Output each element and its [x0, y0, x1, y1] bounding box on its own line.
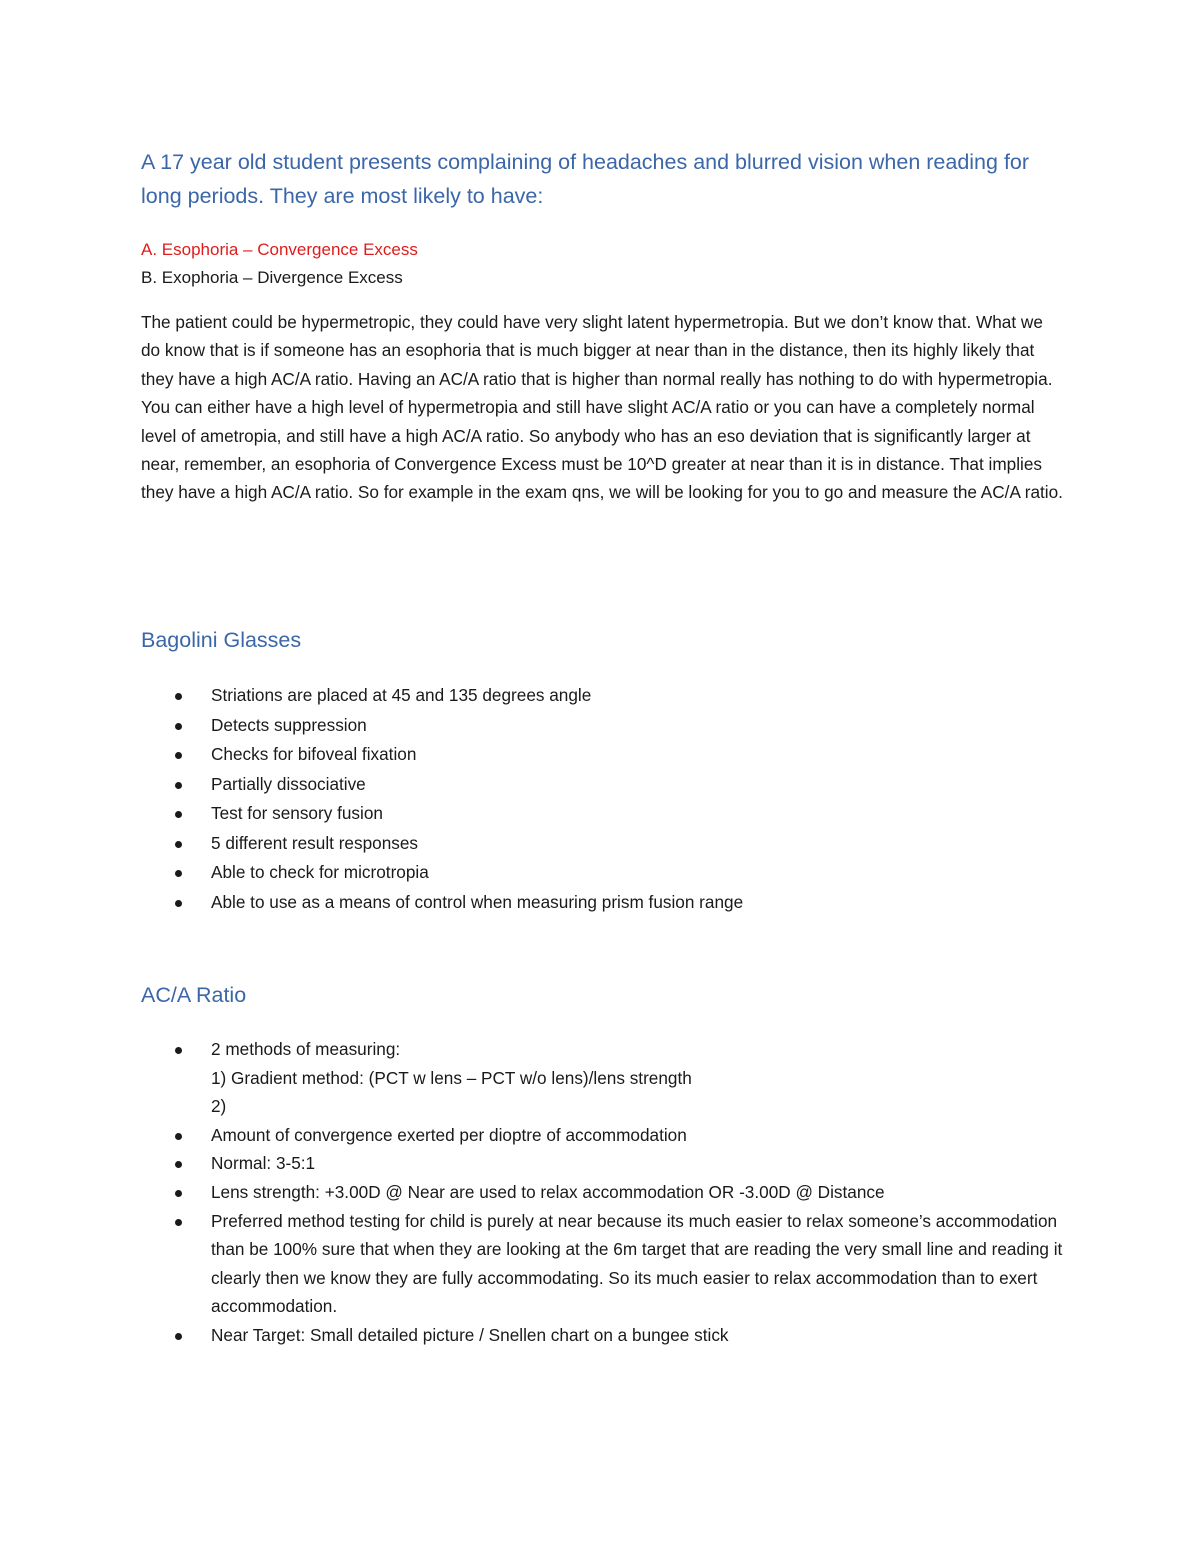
list-item [141, 1121, 1071, 1150]
bullet-icon [175, 1161, 182, 1168]
bagolini-heading: Bagolini Glasses [141, 628, 302, 652]
list-item [141, 1207, 1071, 1321]
bullet-icon [175, 811, 182, 818]
option-b: B. Exophoria – Divergence Excess [141, 268, 403, 287]
aca-ratio-heading: AC/A Ratio [141, 983, 247, 1007]
bullet-icon [175, 693, 182, 700]
bullet-icon [175, 1333, 182, 1340]
list-item-text: Near Target: Small detailed picture / Snellen chart on a bungee stick [211, 1324, 729, 1345]
gradient-method-line: 1) Gradient method: (PCT w lens – PCT w/o lens)/lens strength [211, 1067, 692, 1088]
list-item [141, 858, 1071, 888]
explanation-paragraph: The patient could be hypermetropic, they could have very slight latent hypermetropia. But we don’t know that. What we do know that is if someone has an esophoria that is much bigger at near than in the distance, then its highly likely that they have a high AC/A ratio. Having an AC/A ratio that is higher than normal really has nothing to do with hypermetropia. You can either have a high level of hypermetropia and still have slight AC/A ratio or you can have a completely normal level of ametropia, and still have a high AC/A ratio. So anybody who has an eso deviation that is significantly larger at near, remember, an esophoria of Convergence Excess must be 10^D greater at near than it is in distance. That implies they have a high AC/A ratio. So for example in the exam qns, we will be looking for you to go and measure the AC/A ratio. [141, 312, 1063, 503]
bullet-icon [175, 870, 182, 877]
second-method-line: 2) [211, 1096, 227, 1117]
bullet-icon [175, 723, 182, 730]
bullet-icon [175, 1133, 182, 1140]
methods-line: 2 methods of measuring: [211, 1039, 401, 1059]
list-item [141, 1321, 1071, 1350]
list-item-text: Lens strength: +3.00D @ Near are used to relax accommodation OR -3.00D @ Distance [211, 1181, 885, 1202]
list-item-text: Detects suppression [211, 714, 367, 735]
aca-list [141, 1035, 1071, 1350]
list-item-text: Amount of convergence exerted per dioptre of accommodation [211, 1124, 687, 1145]
question-text: A 17 year old student presents complaining of headaches and blurred vision when reading for long periods. They are most likely to have: [141, 150, 1030, 208]
list-item-text: Checks for bifoveal fixation [211, 744, 417, 764]
option-a-answer: A. Esophoria – Convergence Excess [141, 240, 418, 259]
list-item-text: Preferred method testing for child is purely at near because its much easier to relax someone’s accommodation than be 100% sure that when they are looking at the 6m target that are reading the very small line and reading it clearly then we know they are fully accommodating. So its much easier to relax accommodation than to exert accommodation. [211, 1210, 1063, 1317]
list-item-text: Striations are placed at 45 and 135 degrees angle [211, 685, 592, 705]
bullet-icon [175, 841, 182, 848]
list-item-text: Able to check for microtropia [211, 862, 429, 882]
bullet-icon [175, 752, 182, 759]
list-item-text: Test for sensory fusion [211, 803, 383, 823]
bullet-icon [175, 1047, 182, 1054]
list-item-text: Able to use as a means of control when measuring prism fusion range [211, 891, 744, 912]
list-item [141, 1178, 1071, 1207]
list-item [141, 740, 1071, 770]
list-item [141, 1149, 1071, 1178]
list-item [141, 829, 1071, 859]
list-item-text: 5 different result responses [211, 832, 419, 853]
bullet-icon [175, 782, 182, 789]
list-item [141, 1035, 1071, 1121]
list-item-text: Partially dissociative [211, 773, 366, 794]
bullet-icon [175, 1219, 182, 1226]
list-item-text: Normal: 3-5:1 [211, 1153, 316, 1174]
bullet-icon [175, 900, 182, 907]
list-item [141, 770, 1071, 800]
list-item [141, 711, 1071, 741]
bagolini-list [141, 681, 1071, 917]
bullet-icon [175, 1190, 182, 1197]
list-item [141, 681, 1071, 711]
list-item [141, 888, 1071, 918]
list-item [141, 799, 1071, 829]
